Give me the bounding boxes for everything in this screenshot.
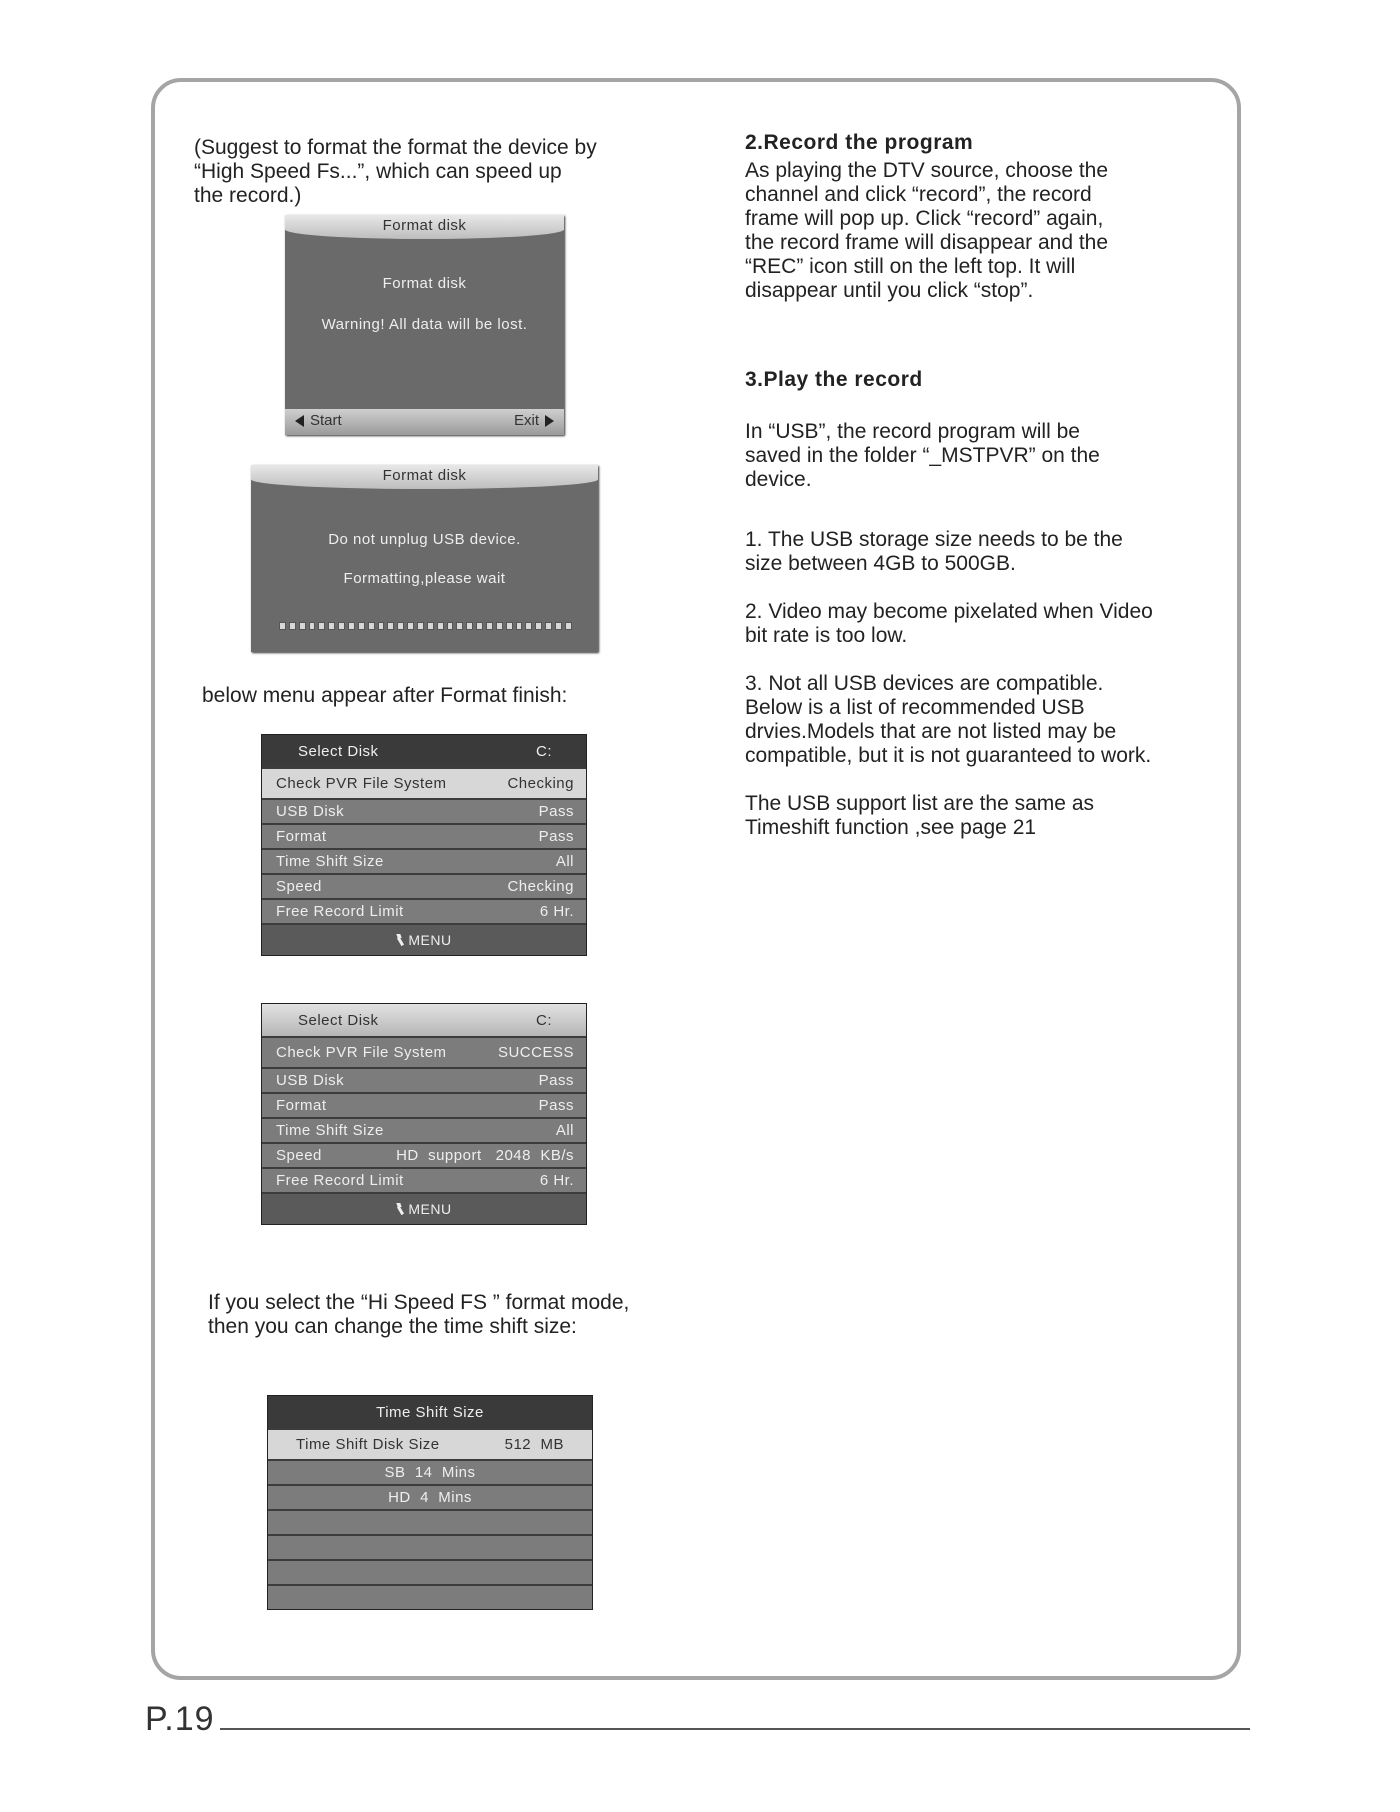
dialog-button-bar <box>285 409 564 435</box>
hispeed-note: If you select the “Hi Speed FS ” format mode, then you can change the time shift size: <box>208 1291 630 1338</box>
note-video-pixelated: 2. Video may become pixelated when Video bit rate is too low. <box>745 600 1153 647</box>
note-storage-size: 1. The USB storage size needs to be the size between 4GB to 500GB. <box>745 528 1123 575</box>
note-compatibility: 3. Not all USB devices are compatible. Below is a list of recommended USB drvies.Models that are not listed may be compatible, but it is not guaranteed to work. <box>745 672 1152 767</box>
menu-hint: MENU <box>262 923 586 955</box>
section-heading-record: 2.Record the program <box>745 131 974 154</box>
menu-hint: MENU <box>262 1192 586 1224</box>
table-row[interactable]: USB Disk Pass <box>262 798 586 823</box>
menu-icon <box>396 1203 406 1215</box>
disk-status-table-success <box>261 1003 587 1225</box>
section-heading-play: 3.Play the record <box>745 368 923 391</box>
table-row: HD 4 Mins <box>268 1484 592 1509</box>
table-row <box>268 1584 592 1609</box>
start-button[interactable]: Start <box>295 412 342 429</box>
table-row[interactable]: Time Shift Disk Size 512 MB <box>268 1428 592 1459</box>
table-row <box>268 1534 592 1559</box>
dialog-line: Formatting,please wait <box>343 570 506 587</box>
left-arrow-icon <box>295 415 304 427</box>
after-format-text: below menu appear after Format finish: <box>202 684 568 707</box>
table-header: Select Disk C: <box>262 735 586 767</box>
table-row[interactable]: Format Pass <box>262 823 586 848</box>
table-row[interactable]: Free Record Limit 6 Hr. <box>262 898 586 923</box>
dialog-line: Format disk <box>382 275 467 292</box>
page-number: P.19 <box>145 1700 215 1738</box>
table-row[interactable]: Free Record Limit 6 Hr. <box>262 1167 586 1192</box>
right-arrow-icon <box>545 415 554 427</box>
note-support-list: The USB support list are the same as Timeshift function ,see page 21 <box>745 792 1094 839</box>
formatting-dialog <box>251 465 598 652</box>
menu-icon <box>396 934 406 946</box>
table-row <box>268 1509 592 1534</box>
table-header: Time Shift Size <box>268 1396 592 1428</box>
table-row <box>268 1559 592 1584</box>
table-row: SB 14 Mins <box>268 1459 592 1484</box>
format-disk-dialog <box>285 215 564 435</box>
dialog-warning: Warning! All data will be lost. <box>321 316 528 333</box>
table-row[interactable]: Format Pass <box>262 1092 586 1117</box>
table-row[interactable]: Check PVR File System SUCCESS <box>262 1036 586 1067</box>
table-row[interactable]: Time Shift Size All <box>262 1117 586 1142</box>
disk-status-table-checking <box>261 734 587 956</box>
footer-rule <box>220 1728 1250 1730</box>
record-paragraph: As playing the DTV source, choose the channel and click “record”, the record frame will pop up. Click “record” again, the record frame will disappear and the “REC” icon still on the left top. It will disappear until you click “stop”. <box>745 159 1109 302</box>
table-row[interactable]: Speed Checking <box>262 873 586 898</box>
table-row[interactable]: Check PVR File System Checking <box>262 767 586 798</box>
dialog-title: Format disk <box>251 465 598 489</box>
dialog-line: Do not unplug USB device. <box>328 531 521 548</box>
table-header: Select Disk C: <box>262 1004 586 1036</box>
progress-bar <box>279 622 572 630</box>
exit-button[interactable]: Exit <box>514 412 554 429</box>
table-row[interactable]: Time Shift Size All <box>262 848 586 873</box>
play-paragraph: In “USB”, the record program will be saved in the folder “_MSTPVR” on the device. <box>745 420 1100 491</box>
intro-text: (Suggest to format the format the device by “High Speed Fs...”, which can speed up the record.) <box>194 136 597 207</box>
table-row[interactable]: Speed HD support 2048 KB/s <box>262 1142 586 1167</box>
time-shift-size-table <box>267 1395 593 1610</box>
table-row[interactable]: USB Disk Pass <box>262 1067 586 1092</box>
dialog-title: Format disk <box>285 215 564 239</box>
